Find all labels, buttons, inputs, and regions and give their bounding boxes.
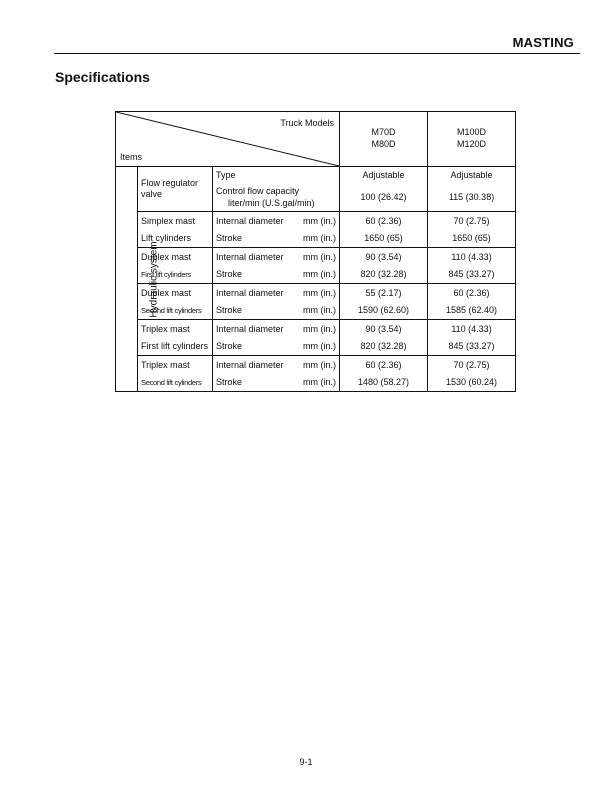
model-b-header [428, 112, 516, 167]
diameter-label [213, 320, 340, 338]
mast-type: Duplex mast [138, 248, 213, 266]
table-row [116, 212, 516, 230]
diameter-label-text: Internal diameter [216, 287, 284, 298]
table-header-row [116, 112, 516, 167]
stroke-unit: mm (in.) [303, 305, 337, 316]
diameter-value-a: 60 (2.36) [340, 356, 428, 374]
hydraulic-system-label: Hydraulic system [148, 240, 160, 318]
stroke-value-a: 1590 (62.60) [340, 302, 428, 320]
stroke-label-text: Stroke [216, 269, 243, 280]
capacity-label-line-2: liter/min (U.S.gal/min) [228, 198, 315, 209]
flow-type-row [116, 167, 516, 184]
stroke-label [213, 266, 340, 284]
diameter-label-text: Internal diameter [216, 359, 284, 370]
mast-type: Simplex mast [138, 212, 213, 230]
stroke-label-text: Stroke [216, 233, 243, 244]
diagonal-header-cell [116, 112, 340, 167]
diameter-value-b: 110 (4.33) [428, 320, 516, 338]
stroke-unit: mm (in.) [303, 377, 337, 388]
hydraulic-system-cell [116, 167, 160, 392]
diameter-label [213, 356, 340, 374]
specifications-table [115, 111, 516, 392]
capacity-label-line-1: Control flow capacity [216, 186, 300, 197]
diameter-unit: mm (in.) [303, 215, 337, 226]
mast-type: Triplex mast [138, 356, 213, 374]
stroke-value-b: 845 (33.27) [428, 266, 516, 284]
flow-regulator-label: Flow regulator valve [138, 167, 213, 212]
table-row [116, 356, 516, 374]
diameter-label-text: Internal diameter [216, 251, 284, 262]
stroke-value-b: 1530 (60.24) [428, 374, 516, 392]
diameter-value-b: 70 (2.75) [428, 356, 516, 374]
diameter-unit: mm (in.) [303, 287, 337, 298]
table-row [116, 266, 516, 284]
stroke-unit: mm (in.) [303, 269, 337, 280]
type-value-b: Adjustable [428, 167, 516, 184]
stroke-label-text: Stroke [216, 305, 243, 316]
diameter-label-text: Internal diameter [216, 323, 284, 334]
model-a-header [340, 112, 428, 167]
stroke-value-a: 1650 (65) [340, 230, 428, 248]
mast-type: Duplex mast [138, 284, 213, 302]
model-b-line-1: M100D [457, 127, 487, 137]
table-row [116, 248, 516, 266]
table-row [116, 302, 516, 320]
stroke-value-b: 1585 (62.40) [428, 302, 516, 320]
page-number: 9-1 [299, 757, 313, 767]
diameter-unit: mm (in.) [303, 323, 337, 334]
stroke-label-text: Stroke [216, 377, 243, 388]
model-a-line-2: M80D [371, 139, 396, 149]
stroke-value-b: 1650 (65) [428, 230, 516, 248]
model-b-line-2: M120D [457, 139, 487, 149]
stroke-value-a: 820 (32.28) [340, 266, 428, 284]
diameter-label-text: Internal diameter [216, 215, 284, 226]
cylinder-type: Second lift cylinders [138, 374, 213, 392]
table-row [116, 338, 516, 356]
stroke-value-a: 820 (32.28) [340, 338, 428, 356]
stroke-label [213, 230, 340, 248]
stroke-value-b: 845 (33.27) [428, 338, 516, 356]
capacity-value-a: 100 (26.42) [340, 184, 428, 212]
table-row [116, 374, 516, 392]
diameter-value-b: 60 (2.36) [428, 284, 516, 302]
diameter-value-b: 110 (4.33) [428, 248, 516, 266]
stroke-label-text: Stroke [216, 341, 243, 352]
diameter-label [213, 248, 340, 266]
cylinder-type: Lift cylinders [138, 230, 213, 248]
mast-type: Triplex mast [138, 320, 213, 338]
truck-models-label: Truck Models [280, 118, 335, 128]
cylinder-type: First lift cylinders [138, 338, 213, 356]
diameter-value-a: 60 (2.36) [340, 212, 428, 230]
capacity-value-b: 115 (30.38) [428, 184, 516, 212]
stroke-label [213, 302, 340, 320]
stroke-label [213, 338, 340, 356]
items-label: Items [120, 152, 143, 162]
diameter-value-a: 55 (2.17) [340, 284, 428, 302]
diameter-unit: mm (in.) [303, 251, 337, 262]
diameter-unit: mm (in.) [303, 359, 337, 370]
cylinder-type: Second lift cylinders [138, 302, 213, 320]
capacity-label [213, 184, 340, 212]
type-value-a: Adjustable [340, 167, 428, 184]
cylinder-type: First lift cylinders [138, 266, 213, 284]
model-a-line-1: M70D [371, 127, 396, 137]
stroke-unit: mm (in.) [303, 341, 337, 352]
stroke-unit: mm (in.) [303, 233, 337, 244]
header-rule [54, 53, 580, 54]
diameter-label [213, 212, 340, 230]
diameter-label [213, 284, 340, 302]
stroke-value-a: 1480 (58.27) [340, 374, 428, 392]
type-label: Type [213, 167, 340, 184]
section-header-title: MASTING [512, 35, 574, 50]
table-row [116, 230, 516, 248]
diameter-value-b: 70 (2.75) [428, 212, 516, 230]
page-title: Specifications [55, 69, 150, 85]
table-row [116, 320, 516, 338]
diameter-value-a: 90 (3.54) [340, 320, 428, 338]
diameter-value-a: 90 (3.54) [340, 248, 428, 266]
stroke-label [213, 374, 340, 392]
table-row [116, 284, 516, 302]
